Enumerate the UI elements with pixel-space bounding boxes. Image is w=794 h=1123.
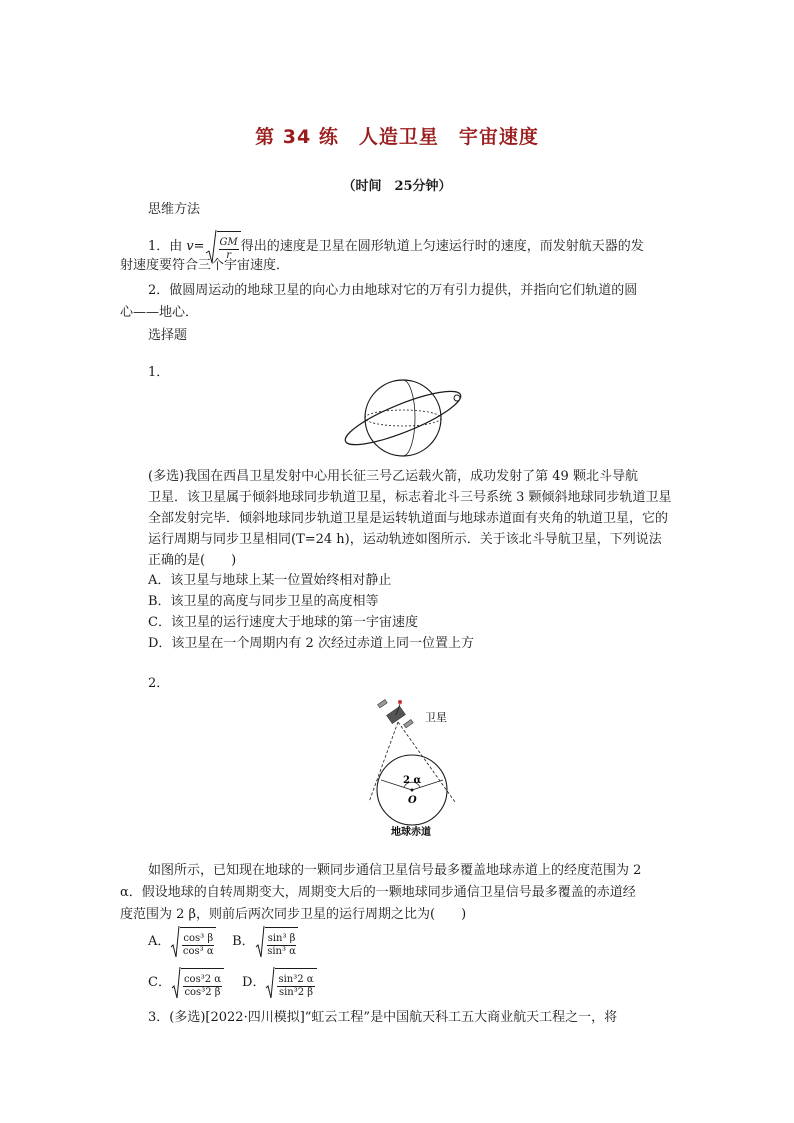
q2-stem-line-1: 如图所示，已知现在地球的一颗同步通信卫星信号最多覆盖地球赤道上的经度范围为 2	[148, 863, 642, 878]
q2-option-a-label: A．	[148, 934, 171, 949]
satellite-dot-icon	[454, 395, 460, 401]
q2-options-row-1	[148, 925, 298, 959]
section-heading: 选择题	[148, 328, 188, 343]
q2-option-d-num: sin³2 α	[278, 973, 314, 985]
meridian-arc	[403, 380, 415, 456]
inclined-orbit	[340, 382, 465, 454]
method-p1-prefix: 1．由	[148, 239, 183, 254]
time-limit: （时间 25分钟）	[342, 179, 452, 194]
q1-option-a: A．该卫星与地球上某一位置始终相对静止	[148, 573, 392, 588]
q2-option-c-den: cos³2 β	[184, 986, 221, 998]
method-p2-line2: 心——地心．	[120, 305, 199, 320]
method-p2-line1: 2．做圆周运动的地球卫星的向心力由地球对它的万有引力提供，并指向它们轨道的圆	[148, 283, 638, 298]
q1-stem-line-3: 全部发射完毕．倾斜地球同步轨道卫星是运转轨道面与地球赤道面有夹角的轨道卫星，它的	[148, 511, 669, 526]
q2-option-c-num: cos³2 α	[183, 973, 222, 985]
q1-number: 1．	[148, 365, 170, 380]
orbit-figure	[340, 378, 470, 458]
q1-stem-line-4: 运行周期与同步卫星相同(T=24 h)，运动轨迹如图所示．关于该北斗导航卫星，下列说法	[148, 532, 662, 547]
q1-option-c: C．该卫星的运行速度大于地球的第一宇宙速度	[148, 615, 418, 630]
frac-denominator: r	[226, 250, 232, 261]
q2-option-a-num: cos³ β	[183, 932, 214, 944]
radical-sign-icon	[171, 966, 181, 1000]
q2-option-b	[255, 925, 299, 959]
q2-stem-line-2: α．假设地球的自转周期变大，周期变大后的一颗地球同步通信卫星信号最多覆盖的赤道经	[120, 885, 636, 900]
q2-option-b-label: B．	[232, 934, 255, 949]
frac-numerator: GM	[219, 237, 238, 248]
q2-option-d-den: sin³2 β	[278, 986, 314, 998]
q2-option-c-label: C．	[148, 975, 171, 990]
q1-stem-line-5: 正确的是( )	[148, 553, 237, 568]
radical-sign-icon	[170, 925, 180, 959]
method-p1-v: v=	[186, 239, 205, 254]
q1-option-b: B．该卫星的高度与同步卫星的高度相等	[148, 594, 379, 609]
q2-option-d-label: D．	[242, 975, 266, 990]
satellite-label: 卫星	[425, 711, 447, 724]
q3-line-1: 3．(多选)[2022·四川模拟]“虹云工程”是中国航天科工五大商业航天工程之一，将	[148, 1010, 618, 1025]
q2-stem-line-3: 度范围为 2 β，则前后两次同步卫星的运行周期之比为( )	[120, 907, 467, 922]
q2-option-b-den: sin³ α	[267, 945, 296, 957]
angle-label: 2 α	[403, 775, 422, 786]
equator-ellipse	[365, 410, 441, 426]
q1-stem-line-1: (多选)我国在西昌卫星发射中心用长征三号乙运载火箭，成功发射了第 49 颗北斗导航	[148, 469, 638, 484]
q2-number: 2．	[148, 676, 170, 691]
earth-circle	[365, 380, 441, 456]
q1-option-d: D．该卫星在一个周期内有 2 次经过赤道上同一位置上方	[148, 636, 474, 651]
q2-option-a	[170, 925, 216, 959]
center-label: O	[408, 795, 417, 806]
radical-sign-icon	[265, 966, 275, 1000]
method-p1-text: 得出的速度是卫星在圆形轨道上匀速运行时的速度，而发射航天器的发	[240, 239, 644, 254]
radical-sign-icon	[255, 925, 265, 959]
q2-option-d	[265, 966, 316, 1000]
q2-options-row-2	[148, 966, 317, 1000]
q2-option-a-den: cos³ α	[182, 945, 214, 957]
q2-option-b-num: sin³ β	[267, 932, 296, 944]
q1-stem-line-2: 卫星．该卫星属于倾斜地球同步轨道卫星，标志着北斗三号系统 3 颗倾斜地球同步轨道卫星	[148, 490, 672, 505]
tangent-line-left	[369, 722, 398, 802]
figure-caption: 地球赤道	[391, 827, 431, 838]
method-heading: 思维方法	[148, 202, 201, 217]
page-title: 第 34 练 人造卫星 宇宙速度	[255, 126, 539, 148]
method-p1-line2: 射速度要符合三个宇宙速度．	[120, 258, 290, 273]
coverage-figure	[355, 690, 475, 840]
q2-option-c	[171, 966, 224, 1000]
satellite-icon	[378, 699, 414, 727]
